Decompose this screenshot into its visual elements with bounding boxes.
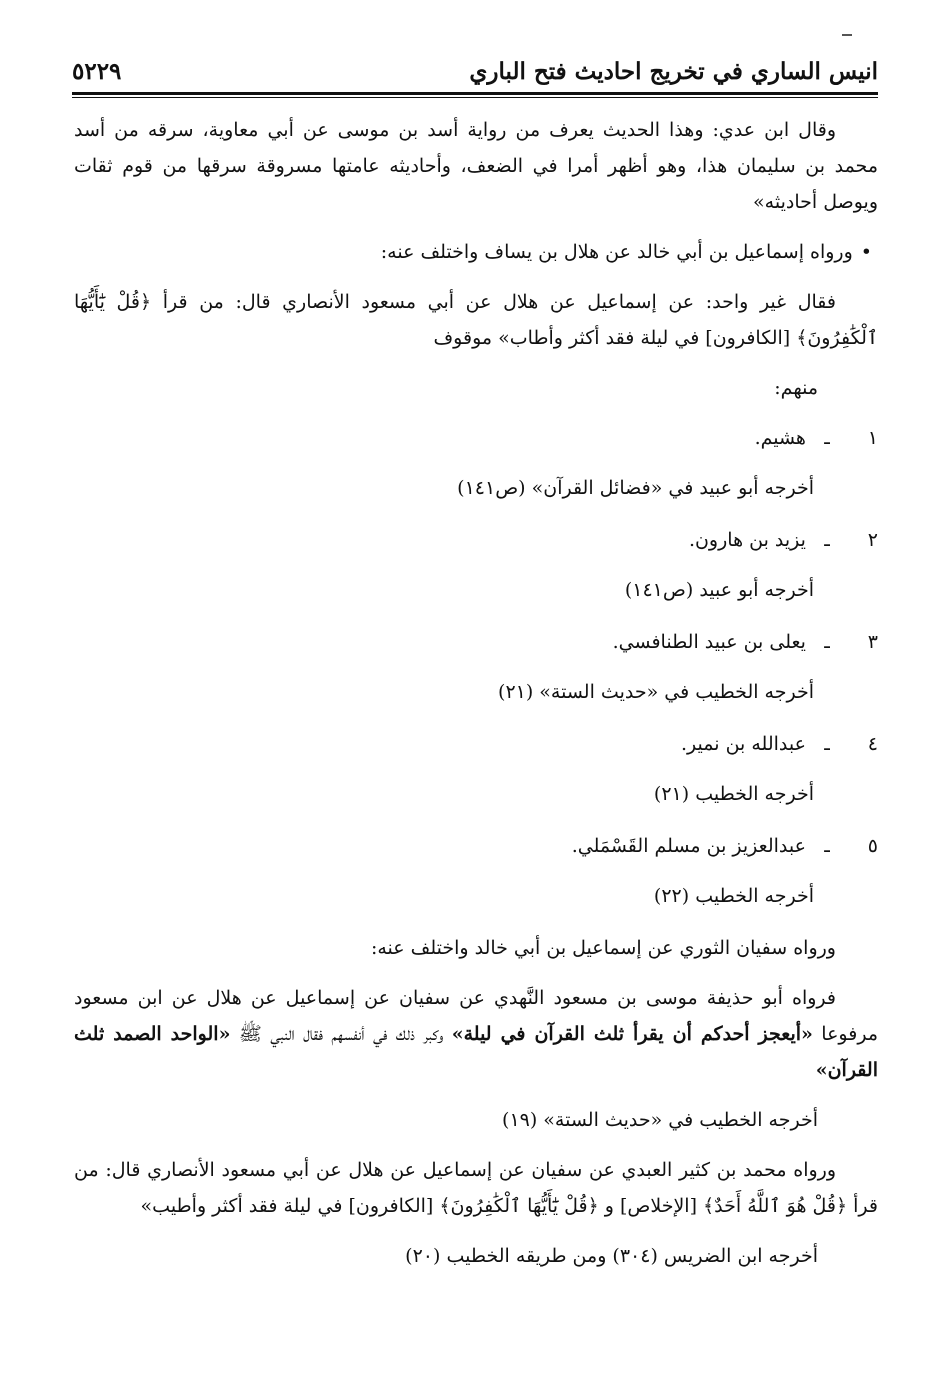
paragraph-abu-hudhayfa	[74, 980, 878, 1088]
item-source: أخرجه الخطيب (٢١)	[653, 783, 814, 805]
item-number: ٥	[867, 835, 878, 857]
header-rule-thick	[72, 92, 878, 95]
item-source: أخرجه أبو عبيد (ص١٤١)	[624, 579, 814, 601]
paragraph-ibn-durays: أخرجه ابن الضريس (٣٠٤) ومن طريقه الخطيب (٢٠)	[405, 1245, 818, 1267]
list-item	[74, 726, 878, 762]
paragraph-khatib-19: أخرجه الخطيب في «حديث الستة» (١٩)	[502, 1109, 818, 1131]
page-header	[72, 52, 878, 92]
page-number: ٥٢٢٩	[72, 58, 122, 85]
bullet-icon: •	[860, 241, 872, 263]
item-number: ٣	[867, 631, 878, 653]
stray-mark	[842, 34, 852, 36]
item-name: هشيم.	[754, 427, 806, 449]
item-name: عبدالله بن نمير.	[681, 733, 806, 755]
item-dash: ـ	[824, 835, 830, 857]
item-source: أخرجه الخطيب في «حديث الستة» (٢١)	[498, 681, 814, 703]
item-number: ٢	[867, 529, 878, 551]
paragraph-ibn-kathir: ورواه محمد بن كثير العبدي عن سفيان عن إسماعيل عن هلال عن أبي مسعود الأنصاري قال: من قرأ ﴿قُلْ هُوَ ٱللَّهُ أَحَدٌ﴾ [الإخلاص] و ﴿قُلْ يَٰٓأَيُّهَا ٱلْكَٰفِرُونَ﴾ [الكافرون] في ليلة فقد أكثر وأطيب»	[74, 1159, 878, 1217]
item-dash: ـ	[824, 427, 830, 449]
item-number: ٤	[867, 733, 878, 755]
list-item	[74, 828, 878, 864]
header-rule-thin	[72, 97, 878, 98]
item-dash: ـ	[824, 529, 830, 551]
paragraph-abu-hudhayfa-c: وكبر ذلك في أنفسهم فقال النبي ﷺ	[230, 1023, 452, 1045]
paragraph-ismail-text: ورواه إسماعيل بن أبي خالد عن هلال بن يساف واختلف عنه:	[380, 241, 853, 263]
hadith-quote-2: «الواحد الصمد ثلث القرآن»	[74, 1023, 878, 1081]
item-source: أخرجه أبو عبيد في «فضائل القرآن» (ص١٤١)	[457, 477, 814, 499]
item-name: يزيد بن هارون.	[688, 529, 806, 551]
hadith-quote-1: «أيعجز أحدكم أن يقرأ ثلث القرآن في ليلة»	[451, 1023, 813, 1045]
list-item	[74, 624, 878, 660]
page-body	[74, 112, 878, 1288]
list-item	[74, 420, 878, 456]
paragraph-ismail-narration	[74, 234, 878, 270]
paragraph-ghayr-wahid: فقال غير واحد: عن إسماعيل عن هلال عن أبي مسعود الأنصاري قال: من قرأ ﴿قُلْ يَٰٓأَيُّهَا ٱلْكَٰفِرُونَ﴾ [الكافرون] في ليلة فقد أكثر وأطاب» موقوف	[74, 291, 878, 349]
item-dash: ـ	[824, 733, 830, 755]
paragraph-ibn-adi: وقال ابن عدي: وهذا الحديث يعرف من رواية أسد بن موسى عن أبي معاوية، سرقه من أسد محمد بن سليمان هذا، وهو أظهر أمرا في الضعف، وأحاديثه عامتها مسروقة سرقها من قوم ثقات ويوصل أحاديثه»	[74, 119, 878, 213]
item-name: يعلى بن عبيد الطنافسي.	[612, 631, 806, 653]
item-source: أخرجه الخطيب (٢٢)	[653, 885, 814, 907]
item-name: عبدالعزيز بن مسلم القَسْمَلي.	[571, 835, 806, 857]
list-item	[74, 522, 878, 558]
paragraph-minhum: منهم:	[774, 377, 818, 399]
paragraph-sufyan: ورواه سفيان الثوري عن إسماعيل بن أبي خالد واختلف عنه:	[370, 937, 836, 959]
running-title: انيس الساري في تخريج احاديث فتح الباري	[469, 58, 878, 85]
item-dash: ـ	[824, 631, 830, 653]
paragraph-abu-hudhayfa-a: فرواه أبو حذيفة موسى بن مسعود النَّهدي عن سفيان عن إسماعيل عن هلال عن ابن مسعود مرفوعا	[74, 987, 878, 1045]
item-number: ١	[867, 427, 878, 449]
narrators-list	[74, 420, 878, 914]
